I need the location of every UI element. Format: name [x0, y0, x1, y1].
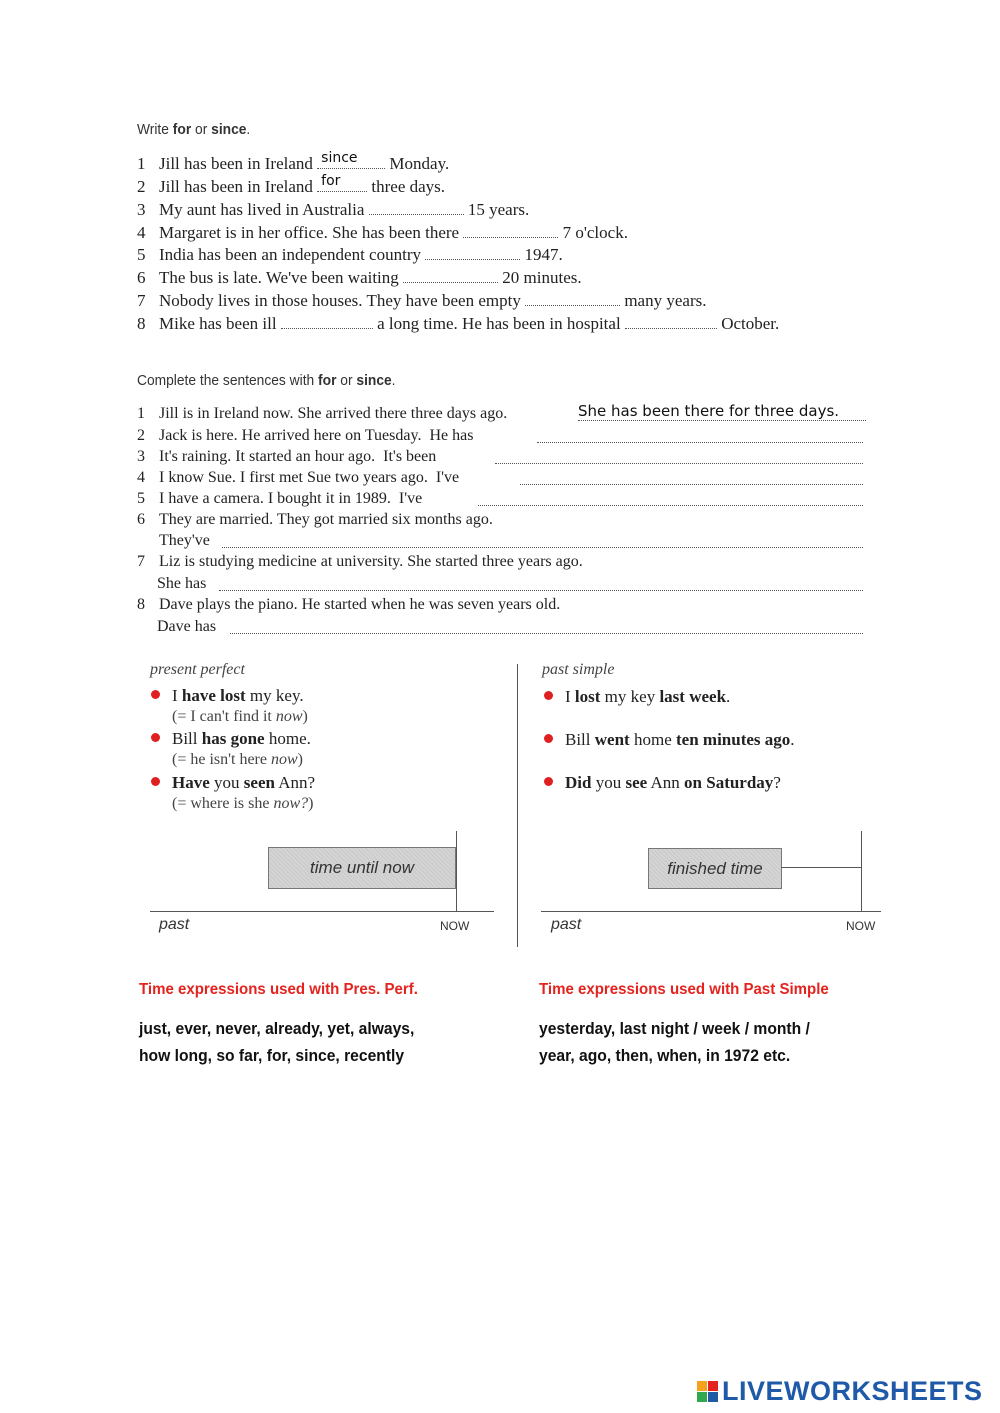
present-perfect-note-2: (= he isn't here now): [172, 751, 303, 768]
pres-perf-expressions-line-1: just, ever, never, already, yet, always,: [139, 1019, 415, 1038]
past-simple-expressions-line-1: yesterday, last night / week / month /: [539, 1019, 810, 1038]
ex2-item-6: 6 They are married. They got married six months ago.: [137, 511, 493, 528]
finished-time-connector: [781, 867, 861, 868]
ex1-item-8: 8 Mike has been ill a long time. He has been in hospital October.: [137, 314, 780, 333]
ex1-item-1: 1 Jill has been in Ireland since Monday.: [137, 150, 450, 173]
ex2-answer-field-1[interactable]: She has been there for three days.: [578, 402, 866, 421]
liveworksheets-logo[interactable]: [697, 1376, 983, 1407]
time-until-now-box: time until now: [268, 847, 456, 889]
ex1-item-3: 3 My aunt has lived in Australia 15 years.: [137, 200, 530, 219]
ex1-answer-field-4[interactable]: [463, 223, 558, 238]
ex2-item-8-start: Dave has: [157, 618, 217, 635]
bullet-icon: [151, 733, 160, 742]
ex1-item-7: 7 Nobody lives in those houses. They have been empty many years.: [137, 291, 707, 310]
liveworksheets-logo-text: LIVEWORKSHEETS: [722, 1376, 983, 1406]
past-simple-now-marker: [861, 831, 862, 912]
ex1-answer-field-5[interactable]: [425, 245, 520, 260]
bullet-icon: [151, 777, 160, 786]
column-divider: [517, 664, 518, 947]
ex2-answer-field-4[interactable]: [520, 470, 863, 485]
ex2-answer-field-6[interactable]: [222, 533, 863, 548]
past-simple-timeline-axis: [541, 911, 881, 912]
ex2-item-6-start: They've: [159, 532, 210, 549]
past-simple-expressions-title: Time expressions used with Past Simple: [539, 981, 829, 998]
past-simple-example-3: Did you see Ann on Saturday?: [544, 773, 781, 793]
ex1-answer-field-1[interactable]: since: [317, 154, 385, 169]
bullet-icon: [544, 777, 553, 786]
ex2-item-3: 3 It's raining. It started an hour ago. It's been: [137, 448, 437, 465]
ex2-item-7-start: She has: [157, 575, 207, 592]
bullet-icon: [544, 691, 553, 700]
past-simple-example-1: I lost my key last week.: [544, 687, 730, 707]
ex1-answer-field-3[interactable]: [369, 200, 464, 215]
liveworksheets-logo-icon: [697, 1381, 718, 1402]
ex2-answer-field-2[interactable]: [537, 428, 863, 443]
ex2-answer-field-3[interactable]: [495, 449, 863, 464]
ex1-answer-field-6[interactable]: [403, 268, 498, 283]
ex2-item-8: 8 Dave plays the piano. He started when he was seven years old.: [137, 596, 561, 613]
present-perfect-title: present perfect: [150, 661, 245, 678]
ex2-item-2: 2 Jack is here. He arrived here on Tuesday. He has: [137, 427, 474, 444]
ex2-answer-field-7[interactable]: [219, 576, 863, 591]
present-perfect-note-1: (= I can't find it now): [172, 708, 308, 725]
ex1-answer-field-7[interactable]: [525, 291, 620, 306]
present-perfect-example-1: I have lost my key.: [151, 686, 304, 706]
present-perfect-example-3: Have you seen Ann?: [151, 773, 315, 793]
pres-perf-expressions-line-2: how long, so far, for, since, recently: [139, 1046, 405, 1065]
past-simple-title: past simple: [542, 661, 615, 678]
present-perfect-now-marker: [456, 831, 457, 912]
ex1-item-4: 4 Margaret is in her office. She has been there 7 o'clock.: [137, 223, 628, 242]
bullet-icon: [544, 734, 553, 743]
pres-perf-expressions-title: Time expressions used with Pres. Perf.: [139, 981, 418, 998]
ex1-answer-field-8b[interactable]: [625, 314, 717, 329]
ex2-item-4: 4 I know Sue. I first met Sue two years ago. I've: [137, 469, 460, 486]
exercise-2-title: Complete the sentences with for or since.: [137, 372, 396, 389]
past-simple-example-2: Bill went home ten minutes ago.: [544, 730, 795, 750]
past-simple-now-label: NOW: [846, 919, 876, 933]
ex1-item-5: 5 India has been an independent country 1947.: [137, 245, 563, 264]
past-simple-expressions-line-2: year, ago, then, when, in 1972 etc.: [539, 1046, 791, 1065]
present-perfect-note-3: (= where is she now?): [172, 795, 314, 812]
finished-time-box: finished time: [648, 848, 782, 889]
bullet-icon: [151, 690, 160, 699]
ex2-item-1: 1 Jill is in Ireland now. She arrived there three days ago.: [137, 405, 508, 422]
ex2-answer-field-5[interactable]: [478, 491, 863, 506]
ex2-item-7: 7 Liz is studying medicine at university. She started three years ago.: [137, 553, 583, 570]
past-simple-past-label: past: [551, 916, 582, 933]
present-perfect-timeline-axis: [150, 911, 494, 912]
ex2-item-5: 5 I have a camera. I bought it in 1989. I've: [137, 490, 423, 507]
ex1-answer-field-2[interactable]: for: [317, 177, 367, 192]
present-perfect-past-label: past: [159, 916, 190, 933]
ex1-answer-field-8a[interactable]: [281, 314, 373, 329]
ex2-answer-field-8[interactable]: [230, 619, 863, 634]
present-perfect-now-label: NOW: [440, 919, 470, 933]
present-perfect-example-2: Bill has gone home.: [151, 729, 311, 749]
exercise-1-title: Write for or since.: [137, 121, 251, 138]
ex1-item-2: 2 Jill has been in Ireland for three days.: [137, 173, 446, 196]
ex1-item-6: 6 The bus is late. We've been waiting 20 minutes.: [137, 268, 582, 287]
